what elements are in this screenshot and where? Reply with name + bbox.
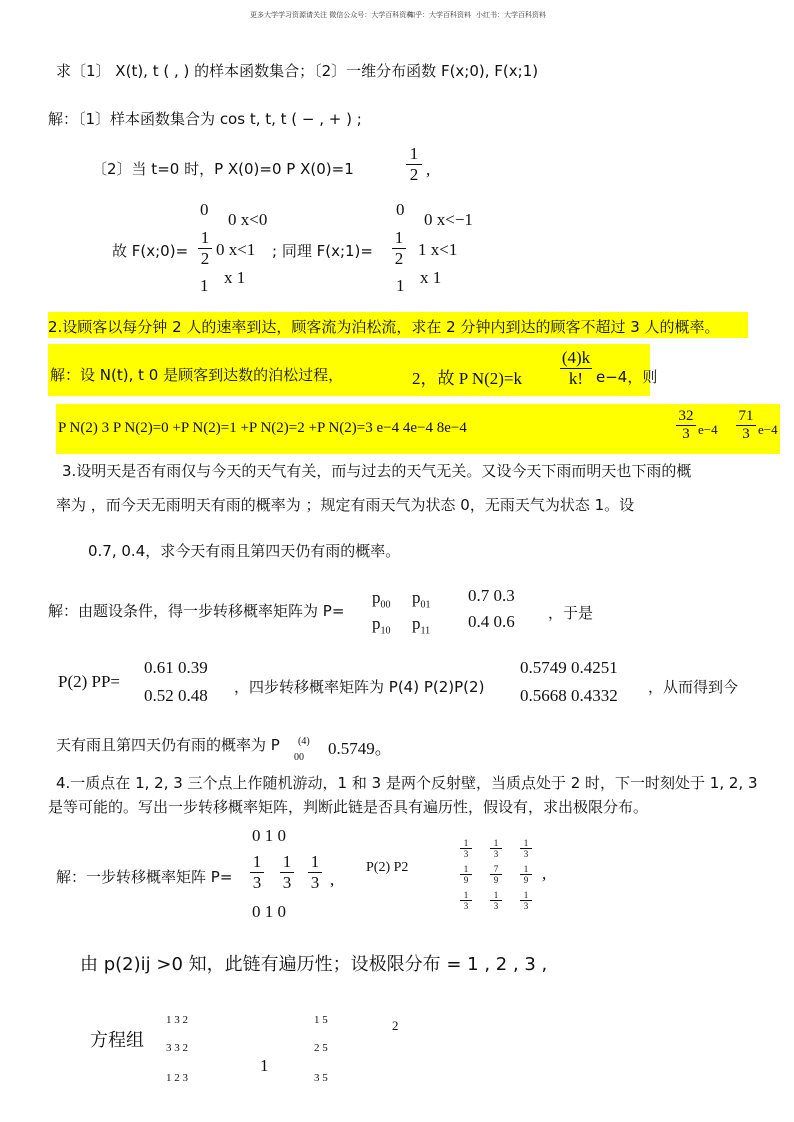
header-right: 小红书：大学百科资料 — [476, 11, 546, 19]
q4-ergodic: 由 p(2)ij >0 知，此链有遍历性；设极限分布 = 1 , 2 , 3 , — [80, 954, 548, 975]
q4-p2-r1c3: $\frac{1}{3}$ — [520, 838, 532, 859]
f0-row3-one: 1 — [200, 276, 209, 295]
q4-eq-right2: 2 5 — [314, 1042, 328, 1054]
m1-row2: 0.4 0.6 — [468, 612, 515, 631]
q4-p2-r2c1: $\frac{1}{9}$ — [460, 864, 472, 885]
q4-p-row1: 0 1 0 — [252, 826, 286, 845]
p00: $p_{00}$ — [372, 588, 391, 611]
f0-half: $\frac{1}{2}$ — [198, 228, 212, 269]
q1-solution-1: 解：〔1〕样本函数集合为 cos t, t, t ( − , + ) ; — [48, 110, 362, 128]
q1-problem: 求〔1〕 X(t), t ( , ) 的样本函数集合；〔2〕一维分布函数 F(x;0), F(x;1) — [56, 62, 539, 80]
m2-row2: 0.52 0.48 — [144, 686, 208, 705]
q2-pmf-tail: e−4，则 — [596, 368, 658, 386]
f1-row3-one: 1 — [396, 276, 405, 295]
q2-calc: P N(2) 3 P N(2)=0 +P N(2)=1 +P N(2)=2 +P N(2)=3 e−4 4e−4 8e−4 — [58, 420, 467, 436]
q3-sol1-post: ，于是 — [548, 604, 594, 622]
q4-p2-label: P(2) P2 — [366, 860, 409, 875]
q4-eq-left2: 3 3 2 — [166, 1042, 188, 1054]
f0-row3: x 1 — [224, 268, 246, 287]
q2-solution-mid: 2，故 P N(2)=k — [412, 369, 523, 388]
q2-frac-71: $\frac{71}{3}$ — [736, 408, 756, 443]
q4-p2-r1c2: $\frac{1}{3}$ — [490, 838, 502, 859]
q4-p2-r2c2: $\frac{7}{9}$ — [490, 864, 502, 885]
q4-eq-two: 2 — [392, 1018, 399, 1033]
q1-solution-2: 〔2〕当 t=0 时，P X(0)=0 P X(0)=1 — [92, 160, 354, 178]
q2-e4-b: e−4 — [758, 422, 778, 437]
q4-eq-right1: 1 5 — [314, 1014, 328, 1026]
m1-row1: 0.7 0.3 — [468, 586, 515, 605]
q3-sol1-pre: 解：由题设条件，得一步转移概率矩阵为 P= — [48, 602, 345, 620]
q2-problem: 2.设顾客以每分钟 2 人的速率到达，顾客流为泊松流，求在 2 分钟内到达的顾客不超过 3 人的概率。 — [48, 318, 720, 336]
q2-e4-a: e−4 — [698, 422, 718, 437]
q4-p2-r3c2: $\frac{1}{3}$ — [490, 890, 502, 911]
q4-eq-left3: 1 2 3 — [166, 1072, 188, 1084]
p11: $p_{11}$ — [412, 614, 431, 637]
q4-eq-label: 方程组 — [90, 1030, 144, 1051]
four-step: ，四步转移概率矩阵为 P(4) P(2)P(2) — [234, 678, 485, 696]
q2-pmf-fraction: $\frac{(4)k}{k!}$ — [561, 348, 591, 388]
header-left: 更多大学学习资源请关注 微信公众号：大学百科资料 — [250, 11, 414, 19]
q4-p2-r3c1: $\frac{1}{3}$ — [460, 890, 472, 911]
q3-problem-1: 3.设明天是否有雨仅与今天的天气有关，而与过去的天气无关。又设今天下雨而明天也下雨的概 — [62, 462, 692, 480]
q4-p-comma: , — [330, 870, 335, 889]
q3-post4: ，从而得到今 — [648, 678, 739, 696]
q3-answer-sup: (4) — [298, 736, 310, 747]
f0-row1: 0 x<0 — [228, 210, 268, 229]
q3-problem-2: 率为 ，而今天无雨明天有雨的概率为 ；规定有雨天气为状态 0，无雨天气为状态 1。设 — [56, 496, 635, 514]
q1-half-fraction: $\frac{1}{2}$ — [406, 144, 422, 185]
p10: $p_{10}$ — [372, 614, 391, 637]
q3-answer-pre: 天有雨且第四天仍有雨的概率为 P — [56, 736, 280, 754]
q4-eq-one: 1 — [260, 1056, 269, 1075]
f1-row1-zero: 0 — [396, 200, 405, 219]
q4-problem-1: 4.一质点在 1, 2, 3 三个点上作随机游动，1 和 3 是两个反射壁，当质点处于 2 时，下一时刻处于 1, 2, 3 — [56, 774, 758, 792]
f1-half: $\frac{1}{2}$ — [392, 228, 406, 269]
f1-row1: 0 x<−1 — [424, 210, 473, 229]
q4-p2-r1c1: $\frac{1}{3}$ — [460, 838, 472, 859]
q4-problem-2: 是等可能的。写出一步转移概率矩阵，判断此链是否具有遍历性，假设有，求出极限分布。 — [48, 798, 649, 816]
q4-p2-r3c3: $\frac{1}{3}$ — [520, 890, 532, 911]
q4-p-row3: 0 1 0 — [252, 902, 286, 921]
header-mid: 知乎：大学百科资料 — [408, 11, 471, 19]
q3-answer-value: 0.5749。 — [328, 739, 392, 758]
m4-row2: 0.5668 0.4332 — [520, 686, 618, 705]
f1-row3: x 1 — [420, 268, 442, 287]
m2-row1: 0.61 0.39 — [144, 658, 208, 677]
q4-p2-comma: , — [542, 864, 547, 883]
q4-eq-left1: 1 3 2 — [166, 1014, 188, 1026]
q1-comma: , — [426, 160, 431, 179]
q3-problem-3: 0.7, 0.4，求今天有雨且第四天仍有雨的概率。 — [88, 542, 401, 560]
q2-solution-pre: 解：设 N(t), t 0 是顾客到达数的泊松过程， — [50, 366, 344, 384]
q3-answer-sub: 00 — [294, 752, 304, 763]
f1-label: ; 同理 F(x;1)= — [272, 242, 373, 260]
f0-row2: 0 x<1 — [216, 240, 256, 259]
q4-p-r2c2: $\frac{1}{3}$ — [280, 852, 294, 893]
q4-sol-pre: 解：一步转移概率矩阵 P= — [56, 868, 233, 886]
f1-row2: 1 x<1 — [418, 240, 458, 259]
f0-row1-zero: 0 — [200, 200, 209, 219]
q2-frac-32: $\frac{32}{3}$ — [676, 408, 696, 443]
p2-label: P(2) PP= — [58, 672, 121, 691]
p01: $p_{01}$ — [412, 588, 431, 611]
f0-label: 故 F(x;0)= — [112, 242, 189, 260]
q4-p-r2c3: $\frac{1}{3}$ — [308, 852, 322, 893]
q4-p-r2c1: $\frac{1}{3}$ — [250, 852, 264, 893]
q4-p2-r2c3: $\frac{1}{9}$ — [520, 864, 532, 885]
m4-row1: 0.5749 0.4251 — [520, 658, 618, 677]
q4-eq-right3: 3 5 — [314, 1072, 328, 1084]
